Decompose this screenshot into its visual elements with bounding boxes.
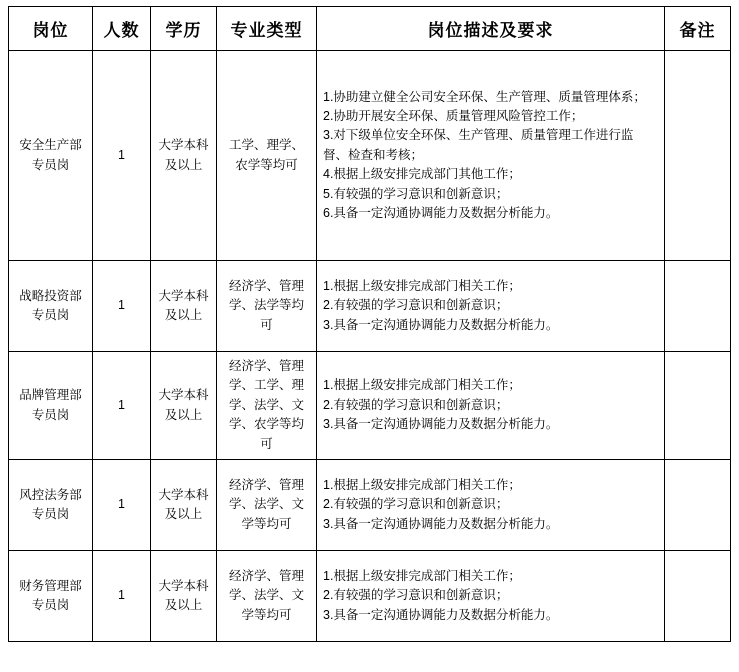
cell-note — [665, 51, 731, 261]
description-line: 3.具备一定沟通协调能力及数据分析能力。 — [323, 607, 559, 622]
cell-major: 经济学、管理学、工学、理学、法学、文学、农学等均可 — [217, 352, 317, 460]
cell-note — [665, 261, 731, 352]
description-lines — [323, 277, 658, 335]
cell-education: 大学本科及以上 — [151, 551, 217, 642]
cell-count: 1 — [93, 551, 151, 642]
description-line: 3.具备一定沟通协调能力及数据分析能力。 — [323, 516, 559, 531]
cell-note — [665, 352, 731, 460]
cell-education: 大学本科及以上 — [151, 352, 217, 460]
description-line: 2.有较强的学习意识和创新意识； — [323, 588, 509, 603]
cell-position: 风控法务部专员岗 — [9, 460, 93, 551]
cell-note — [665, 551, 731, 642]
description-line: 2.有较强的学习意识和创新意识； — [323, 497, 509, 512]
table-row — [9, 51, 731, 261]
table-row — [9, 551, 731, 642]
description-lines — [323, 567, 658, 625]
column-header-description: 岗位描述及要求 — [317, 7, 665, 51]
cell-description — [317, 551, 665, 642]
column-header-position: 岗位 — [9, 7, 93, 51]
description-line: 1.协助建立健全公司安全环保、生产管理、质量管理体系； — [323, 89, 646, 104]
description-line: 2.协助开展安全环保、质量管理风险管控工作； — [323, 109, 584, 124]
job-positions-table — [8, 6, 731, 642]
description-line: 1.根据上级安排完成部门相关工作； — [323, 378, 521, 393]
column-header-major: 专业类型 — [217, 7, 317, 51]
description-line: 4.根据上级安排完成部门其他工作； — [323, 167, 521, 182]
cell-position: 安全生产部专员岗 — [9, 51, 93, 261]
cell-position: 战略投资部专员岗 — [9, 261, 93, 352]
cell-note — [665, 460, 731, 551]
description-lines — [323, 376, 658, 434]
cell-education: 大学本科及以上 — [151, 51, 217, 261]
table-row — [9, 460, 731, 551]
table-row — [9, 261, 731, 352]
cell-position: 财务管理部专员岗 — [9, 551, 93, 642]
cell-count: 1 — [93, 352, 151, 460]
column-header-count: 人数 — [93, 7, 151, 51]
description-line: 2.有较强的学习意识和创新意识； — [323, 397, 509, 412]
description-line: 1.根据上级安排完成部门相关工作； — [323, 568, 521, 583]
table-row — [9, 352, 731, 460]
description-line: 3.对下级单位安全环保、生产管理、质量管理工作进行监督、检查和考核； — [323, 128, 634, 162]
header-row — [9, 7, 731, 51]
column-header-education: 学历 — [151, 7, 217, 51]
cell-position: 品牌管理部专员岗 — [9, 352, 93, 460]
cell-count: 1 — [93, 261, 151, 352]
description-line: 6.具备一定沟通协调能力及数据分析能力。 — [323, 205, 559, 220]
cell-count: 1 — [93, 460, 151, 551]
cell-description — [317, 51, 665, 261]
table-header — [9, 7, 731, 51]
description-line: 2.有较强的学习意识和创新意识； — [323, 298, 509, 313]
cell-count: 1 — [93, 51, 151, 261]
description-lines — [323, 88, 658, 224]
cell-major: 工学、理学、农学等均可 — [217, 51, 317, 261]
description-line: 3.具备一定沟通协调能力及数据分析能力。 — [323, 417, 559, 432]
table-body — [9, 51, 731, 642]
cell-major: 经济学、管理学、法学、文学等均可 — [217, 551, 317, 642]
description-line: 5.有较强的学习意识和创新意识； — [323, 186, 509, 201]
description-lines — [323, 476, 658, 534]
description-line: 3.具备一定沟通协调能力及数据分析能力。 — [323, 317, 559, 332]
cell-description — [317, 261, 665, 352]
cell-education: 大学本科及以上 — [151, 460, 217, 551]
cell-description — [317, 352, 665, 460]
cell-education: 大学本科及以上 — [151, 261, 217, 352]
description-line: 1.根据上级安排完成部门相关工作； — [323, 278, 521, 293]
cell-major: 经济学、管理学、法学等均可 — [217, 261, 317, 352]
description-line: 1.根据上级安排完成部门相关工作； — [323, 477, 521, 492]
column-header-note: 备注 — [665, 7, 731, 51]
cell-major: 经济学、管理学、法学、文学等均可 — [217, 460, 317, 551]
cell-description — [317, 460, 665, 551]
